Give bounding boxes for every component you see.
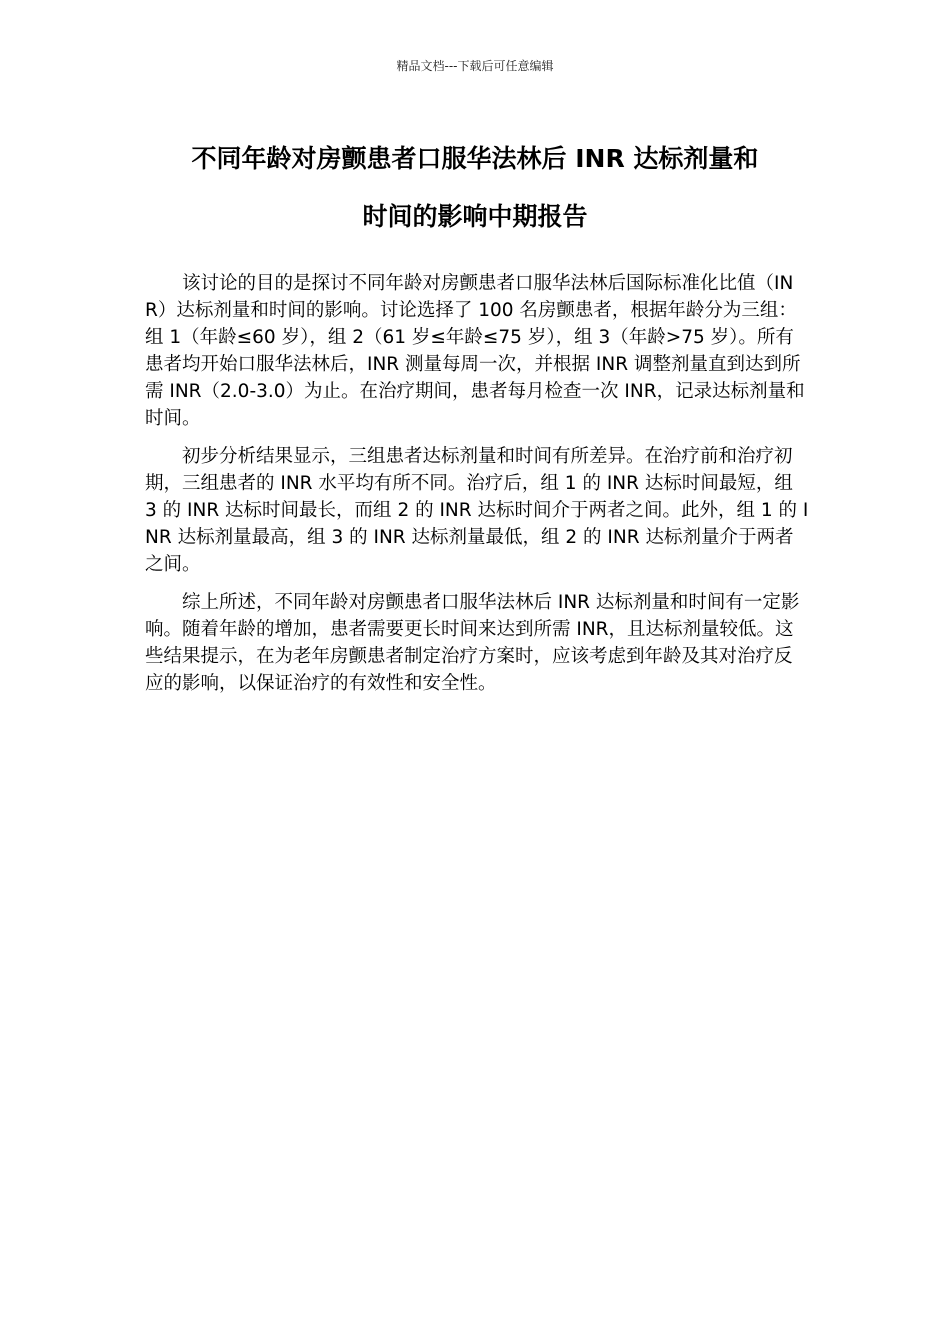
header-note: 精品文档---下载后可任意编辑 (396, 59, 554, 73)
title-line-2: 时间的影响中期报告 (362, 202, 588, 231)
document-body (145, 270, 810, 708)
title-line-1: 不同年龄对房颤患者口服华法林后 INR 达标剂量和 (191, 144, 759, 173)
paragraph-2: 初步分析结果显示，三组患者达标剂量和时间有所差异。在治疗前和治疗初期，三组患者的 INR 水平均有所不同。治疗后，组 1 的 INR 达标时间最短，组 3 的 INR 达标时间最长，而组 2 的 INR 达标时间介于两者之间。此外，组 1 的 INR 达标剂量最高，组 3 的 INR 达标剂量最低，组 2 的 INR 达标剂量介于两者之间。 (145, 446, 809, 575)
document-title (120, 130, 830, 246)
paragraph-1: 该讨论的目的是探讨不同年龄对房颤患者口服华法林后国际标准化比值（INR）达标剂量和时间的影响。讨论选择了 100 名房颤患者，根据年龄分为三组：组 1（年龄≤60 岁），组 2（61 岁≤年龄≤75 岁），组 3（年龄>75 岁）。所有患者均开始口服华法林后，INR 测量每周一次，并根据 INR 调整剂量直到达到所需 INR（2.0-3.0）为止。在治疗期间，患者每月检查一次 INR，记录达标剂量和时间。 (145, 273, 805, 429)
paragraph-3: 综上所述，不同年龄对房颤患者口服华法林后 INR 达标剂量和时间有一定影响。随着年龄的增加，患者需要更长时间来达到所需 INR，且达标剂量较低。这些结果提示，在为老年房颤患者制定治疗方案时，应该考虑到年龄及其对治疗反应的影响，以保证治疗的有效性和安全性。 (145, 592, 800, 694)
